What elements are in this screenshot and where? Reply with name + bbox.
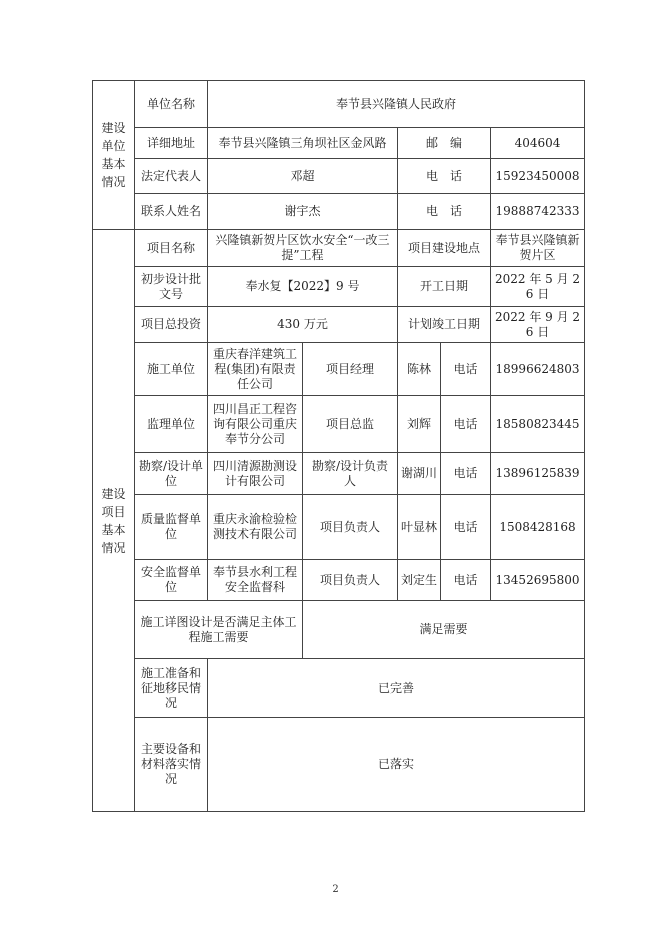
contact-label: 联系人姓名 — [135, 194, 208, 230]
contact-row — [93, 194, 585, 230]
party-role: 质量监督单位 — [135, 495, 208, 560]
party-company: 奉节县水利工程安全监督科 — [208, 560, 303, 601]
party-phone-label: 电话 — [441, 560, 491, 601]
party-row — [93, 396, 585, 453]
postcode-value: 404604 — [491, 128, 585, 159]
legal-rep-phone-label: 电 话 — [398, 159, 491, 194]
party-row — [93, 453, 585, 495]
equipment-label: 主要设备和材料落实情况 — [135, 718, 208, 812]
project-name-row — [93, 230, 585, 267]
registration-form-table — [92, 80, 585, 812]
address-value: 奉节县兴隆镇三角坝社区金风路 — [208, 128, 398, 159]
party-position: 项目总监 — [303, 396, 398, 453]
project-name-value: 兴隆镇新贺片区饮水安全“一改三提”工程 — [208, 230, 398, 267]
party-phone: 18996624803 — [491, 343, 585, 396]
design-row — [93, 601, 585, 659]
party-phone: 13896125839 — [491, 453, 585, 495]
equipment-value: 已落实 — [208, 718, 585, 812]
equipment-row — [93, 718, 585, 812]
party-phone-label: 电话 — [441, 396, 491, 453]
contact-value: 谢宇杰 — [208, 194, 398, 230]
party-person: 谢湖川 — [398, 453, 441, 495]
start-date-label: 开工日期 — [398, 267, 491, 307]
address-row — [93, 128, 585, 159]
start-date-value: 2022 年 5 月 26 日 — [491, 267, 585, 307]
party-role: 勘察/设计单位 — [135, 453, 208, 495]
address-label: 详细地址 — [135, 128, 208, 159]
unit-name-row — [93, 81, 585, 128]
party-position: 勘察/设计负责人 — [303, 453, 398, 495]
design-value: 满足需要 — [303, 601, 585, 659]
party-phone: 1508428168 — [491, 495, 585, 560]
contact-phone-label: 电 话 — [398, 194, 491, 230]
party-row — [93, 343, 585, 396]
unit-name-label: 单位名称 — [135, 81, 208, 128]
design-label: 施工详图设计是否满足主体工程施工需要 — [135, 601, 303, 659]
party-phone: 13452695800 — [491, 560, 585, 601]
land-value: 已完善 — [208, 659, 585, 718]
party-row — [93, 495, 585, 560]
investment-label: 项目总投资 — [135, 307, 208, 343]
land-row — [93, 659, 585, 718]
legal-rep-row — [93, 159, 585, 194]
party-person: 刘定生 — [398, 560, 441, 601]
legal-rep-label: 法定代表人 — [135, 159, 208, 194]
end-date-value: 2022 年 9 月 26 日 — [491, 307, 585, 343]
section2-label: 建设项目基本情况 — [93, 230, 135, 812]
project-name-label: 项目名称 — [135, 230, 208, 267]
location-label: 项目建设地点 — [398, 230, 491, 267]
end-date-label: 计划竣工日期 — [398, 307, 491, 343]
party-company: 重庆春洋建筑工程(集团)有限责任公司 — [208, 343, 303, 396]
investment-value: 430 万元 — [208, 307, 398, 343]
approval-label: 初步设计批文号 — [135, 267, 208, 307]
party-position: 项目负责人 — [303, 495, 398, 560]
contact-phone-value: 19888742333 — [491, 194, 585, 230]
page-number: 2 — [332, 884, 339, 895]
party-phone-label: 电话 — [441, 453, 491, 495]
party-person: 陈林 — [398, 343, 441, 396]
unit-name-value: 奉节县兴隆镇人民政府 — [208, 81, 585, 128]
party-role: 安全监督单位 — [135, 560, 208, 601]
party-company: 四川清源勘测设计有限公司 — [208, 453, 303, 495]
legal-rep-value: 邓超 — [208, 159, 398, 194]
approval-row — [93, 267, 585, 307]
location-value: 奉节县兴隆镇新贺片区 — [491, 230, 585, 267]
party-phone-label: 电话 — [441, 495, 491, 560]
party-position: 项目经理 — [303, 343, 398, 396]
party-phone-label: 电话 — [441, 343, 491, 396]
legal-rep-phone-value: 15923450008 — [491, 159, 585, 194]
party-person: 叶显林 — [398, 495, 441, 560]
land-label: 施工准备和征地移民情况 — [135, 659, 208, 718]
section1-label: 建设单位基本情况 — [93, 81, 135, 230]
party-role: 监理单位 — [135, 396, 208, 453]
postcode-label: 邮 编 — [398, 128, 491, 159]
party-position: 项目负责人 — [303, 560, 398, 601]
investment-row — [93, 307, 585, 343]
approval-value: 奉水复【2022】9 号 — [208, 267, 398, 307]
party-company: 重庆永渝检验检测技术有限公司 — [208, 495, 303, 560]
party-role: 施工单位 — [135, 343, 208, 396]
party-company: 四川昌正工程咨询有限公司重庆奉节分公司 — [208, 396, 303, 453]
party-phone: 18580823445 — [491, 396, 585, 453]
party-person: 刘辉 — [398, 396, 441, 453]
party-row — [93, 560, 585, 601]
